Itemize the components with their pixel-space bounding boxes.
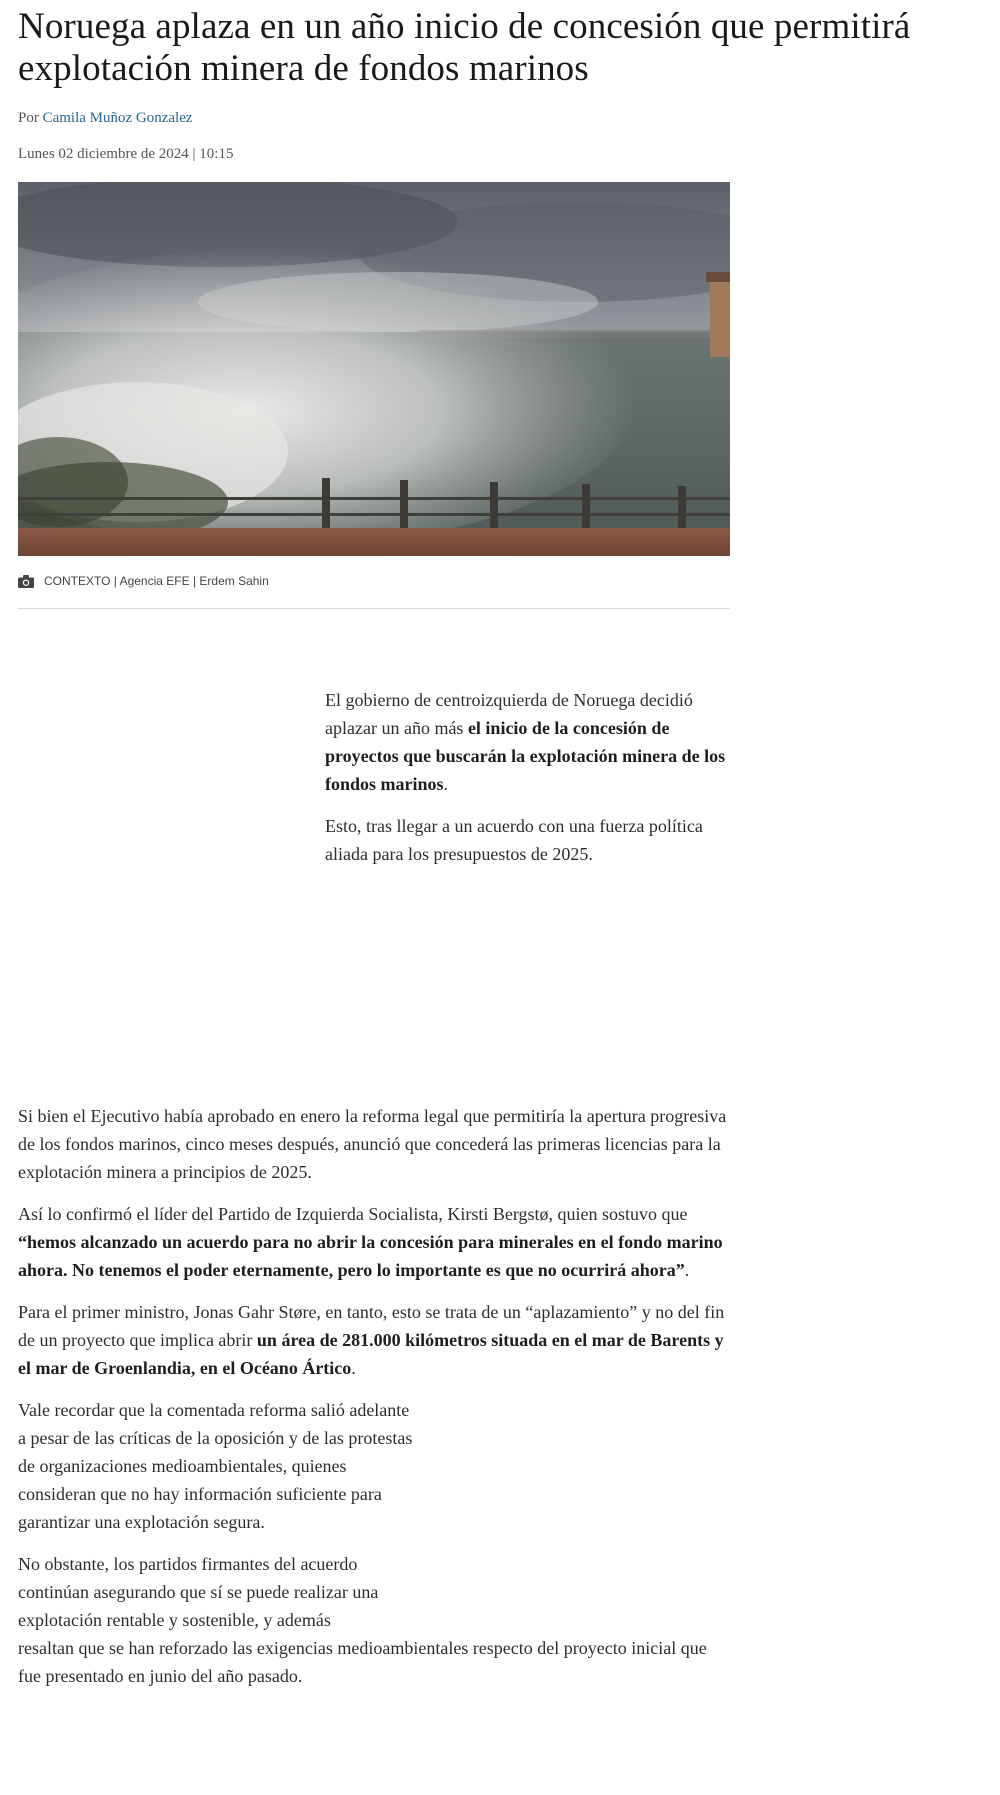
body-paragraph-4: Vale recordar que la comentada reforma salió adelante a pesar de las críticas de la oposición y de las protestas de organizaciones medioambientales, quienes consideran que no hay información suficiente para garantizar una explotación segura. — [18, 1400, 413, 1532]
publish-date: Lunes 02 diciembre de 2024 | 10:15 — [18, 146, 234, 162]
intro-paragraph-2: Esto, tras llegar a un acuerdo con una fuerza política aliada para los presupuestos de 2025. — [325, 816, 703, 864]
caption-text: CONTEXTO | Agencia EFE | Erdem Sahin — [44, 574, 269, 588]
body-paragraph-2 — [18, 1200, 733, 1284]
intro-p1-end: . — [443, 774, 449, 794]
body-paragraph-3 — [18, 1298, 733, 1382]
body-p5-narrow-text: No obstante, los partidos firmantes del acuerdo continúan asegurando que sí se puede realizar una explotación rentable y sostenible, y además — [18, 1554, 379, 1630]
body-paragraph-5 — [18, 1550, 733, 1690]
image-caption — [18, 574, 730, 588]
intro-paragraph-1 — [325, 686, 730, 798]
body-p3-text: Para el primer ministro, Jonas Gahr Støre, en tanto, esto se trata de un “aplazamiento” y no del fin de un proyecto que implica abrir — [18, 1302, 725, 1350]
intro-p1-text: El gobierno de centroizquierda de Noruega decidió aplazar un año más — [325, 690, 693, 738]
body-p2-text: Así lo confirmó el líder del Partido de Izquierda Socialista, Kirsti Bergstø, quien sostuvo que — [18, 1204, 688, 1224]
wave-photo-illustration — [18, 182, 730, 556]
article-body — [18, 1102, 733, 1704]
body-p5-wide-text: resaltan que se han reforzado las exigencias medioambientales respecto del proyecto inicial que fue presentado en junio del año pasado. — [18, 1638, 707, 1686]
byline — [18, 110, 193, 127]
body-p2-end: . — [684, 1260, 690, 1280]
article-headline: Noruega aplaza en un año inicio de concesión que permitirá explotación minera de fondos marinos — [18, 6, 911, 89]
camera-icon — [18, 575, 34, 588]
body-p3-end: . — [351, 1358, 356, 1378]
body-p3-bold: un área de 281.000 kilómetros situada en el mar de Barents y el mar de Groenlandia, en el Océano Ártico — [18, 1330, 724, 1378]
author-link[interactable]: Camila Muñoz Gonzalez — [42, 110, 193, 126]
byline-prefix: Por — [18, 110, 39, 126]
caption-divider — [18, 608, 730, 609]
body-p2-quote: “hemos alcanzado un acuerdo para no abrir la concesión para minerales en el fondo marino ahora. No tenemos el poder eternamente, pero lo importante es que no ocurrirá ahora” — [18, 1232, 723, 1280]
hero-image — [18, 182, 730, 556]
intro-p1-bold: el inicio de la concesión de proyectos que buscarán la explotación minera de los fondos marinos — [325, 718, 726, 794]
body-paragraph-1: Si bien el Ejecutivo había aprobado en enero la reforma legal que permitiría la apertura progresiva de los fondos marinos, cinco meses después, anunció que concederá las primeras licencias para la explotación minera a principios de 2025. — [18, 1106, 727, 1182]
intro-block — [325, 686, 730, 882]
